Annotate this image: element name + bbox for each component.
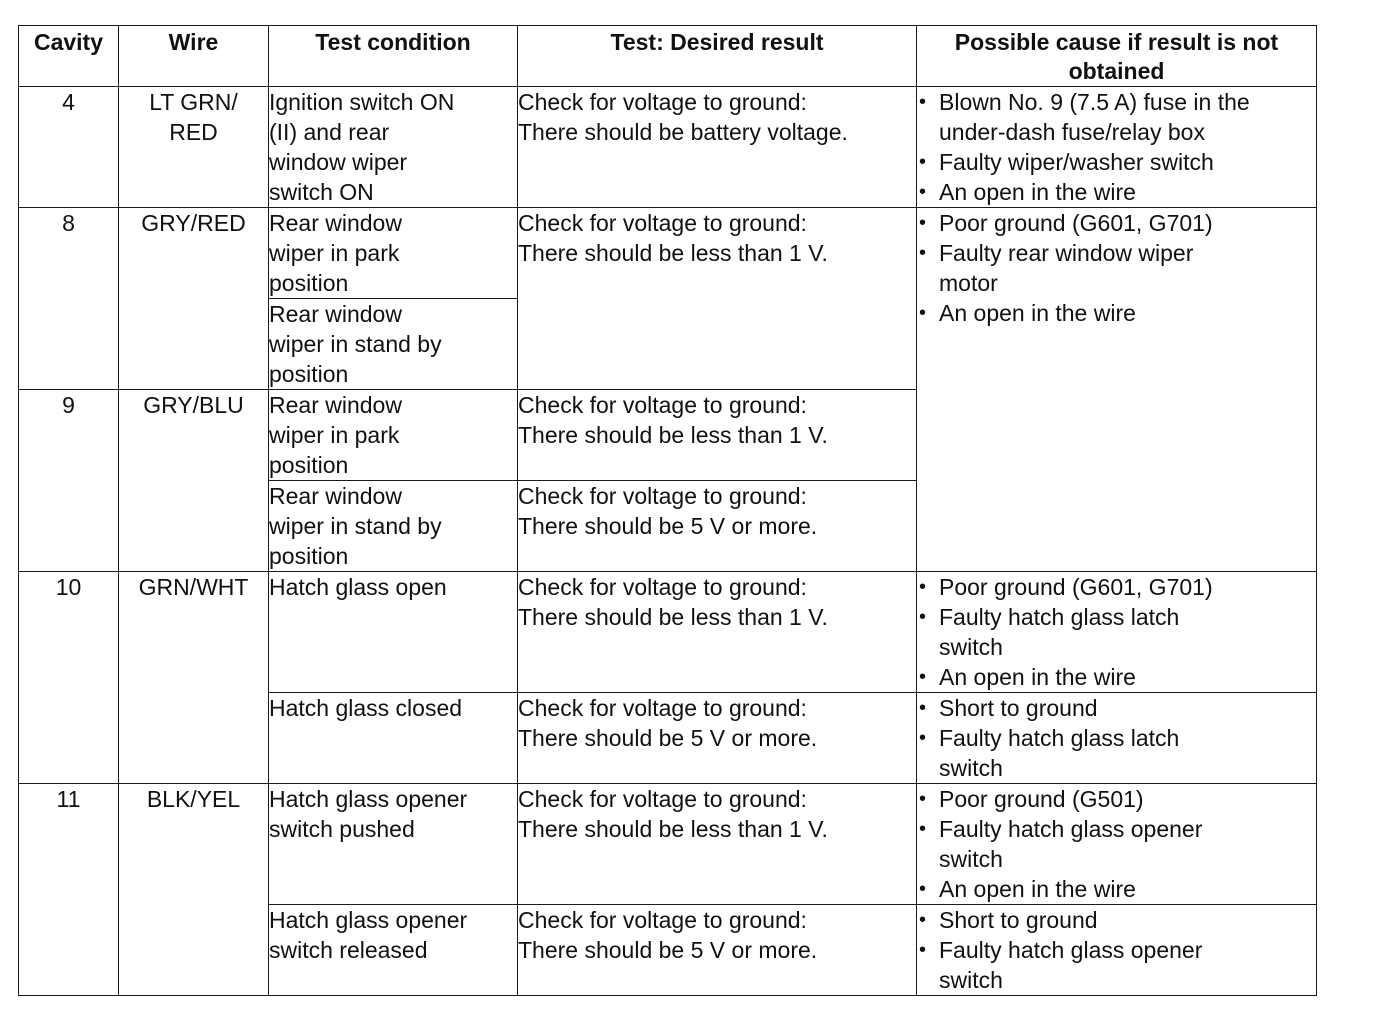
cause-line: switch	[939, 967, 1003, 993]
table-row	[19, 572, 1317, 693]
cavity-cell: 4	[19, 87, 119, 208]
cause-item	[917, 572, 1316, 602]
desired-result-cell	[518, 481, 917, 572]
cell-line: window wiper	[269, 149, 408, 175]
cause-item	[917, 662, 1316, 692]
cause-list	[917, 87, 1316, 207]
cell-line: (II) and rear	[269, 119, 390, 145]
wire-cell: GRN/WHT	[119, 572, 269, 784]
cause-line: • Faulty hatch glass opener	[939, 937, 1203, 963]
cell-line: Rear window	[269, 483, 402, 509]
cell-line: Check for voltage to ground:	[518, 89, 807, 115]
header-row	[19, 26, 1317, 87]
test-condition-cell	[269, 784, 518, 905]
cause-line: • Short to ground	[939, 695, 1098, 721]
cell-line: switch ON	[269, 179, 374, 205]
cell-line: position	[269, 452, 349, 478]
desired-result-cell	[518, 693, 917, 784]
cell-line: position	[269, 543, 349, 569]
cause-item	[917, 87, 1316, 147]
test-condition-cell	[269, 481, 518, 572]
cause-list	[917, 208, 1316, 328]
possible-cause-cell	[917, 208, 1317, 572]
cell-line: wiper in stand by	[269, 513, 442, 539]
cause-list	[917, 784, 1316, 904]
cell-line: Hatch glass opener	[269, 786, 468, 812]
cause-line: • An open in the wire	[939, 876, 1136, 902]
cause-item	[917, 177, 1316, 207]
test-condition-cell	[269, 905, 518, 996]
test-condition-cell: Hatch glass closed	[269, 693, 518, 784]
wire-cell: BLK/YEL	[119, 784, 269, 996]
cause-item	[917, 147, 1316, 177]
cause-line: switch	[939, 755, 1003, 781]
cell-line: Rear window	[269, 301, 402, 327]
header-possible-cause: Possible cause if result is not obtained	[917, 26, 1317, 87]
header-test-condition: Test condition	[269, 26, 518, 87]
desired-result-cell	[518, 208, 917, 390]
table-row	[19, 784, 1317, 905]
cause-line: • Faulty rear window wiper	[939, 240, 1194, 266]
cell-line: Check for voltage to ground:	[518, 574, 807, 600]
header-wire: Wire	[119, 26, 269, 87]
cause-item	[917, 874, 1316, 904]
cause-line: • Poor ground (G601, G701)	[939, 574, 1213, 600]
cell-line: wiper in park	[269, 422, 400, 448]
test-condition-cell	[269, 390, 518, 481]
cell-line: Check for voltage to ground:	[518, 907, 807, 933]
cell-line: position	[269, 270, 349, 296]
test-condition-cell	[269, 87, 518, 208]
cell-line: switch released	[269, 937, 428, 963]
desired-result-cell	[518, 572, 917, 693]
cause-item	[917, 723, 1316, 783]
possible-cause-cell	[917, 572, 1317, 693]
cause-line: • Faulty hatch glass opener	[939, 816, 1203, 842]
possible-cause-cell	[917, 87, 1317, 208]
wire-cell: GRY/BLU	[119, 390, 269, 572]
cell-line: There should be battery voltage.	[518, 119, 848, 145]
header-cavity: Cavity	[19, 26, 119, 87]
cavity-cell: 10	[19, 572, 119, 784]
cell-line: Hatch glass opener	[269, 907, 468, 933]
table-row	[19, 87, 1317, 208]
desired-result-cell	[518, 87, 917, 208]
cell-line: There should be 5 V or more.	[518, 513, 818, 539]
cavity-cell: 9	[19, 390, 119, 572]
cell-line: There should be 5 V or more.	[518, 937, 818, 963]
cause-line: • Poor ground (G501)	[939, 786, 1144, 812]
cause-item	[917, 602, 1316, 662]
cell-line: There should be less than 1 V.	[518, 422, 828, 448]
desired-result-cell	[518, 390, 917, 481]
wire-cell: GRY/RED	[119, 208, 269, 390]
cause-item	[917, 784, 1316, 814]
cause-line: • Short to ground	[939, 907, 1098, 933]
cell-line: Rear window	[269, 210, 402, 236]
test-condition-cell: Hatch glass open	[269, 572, 518, 693]
cause-item	[917, 935, 1316, 995]
cell-line: There should be 5 V or more.	[518, 725, 818, 751]
cell-line: Check for voltage to ground:	[518, 483, 807, 509]
cell-line: There should be less than 1 V.	[518, 240, 828, 266]
cell-line: There should be less than 1 V.	[518, 816, 828, 842]
cause-item	[917, 298, 1316, 328]
cell-line: Check for voltage to ground:	[518, 210, 807, 236]
table-row	[19, 208, 1317, 299]
desired-result-cell	[518, 905, 917, 996]
cause-line: • Faulty hatch glass latch	[939, 604, 1180, 630]
test-condition-cell	[269, 208, 518, 299]
cause-item	[917, 238, 1316, 298]
cause-line: switch	[939, 634, 1003, 660]
cause-line: • An open in the wire	[939, 300, 1136, 326]
cell-line: switch pushed	[269, 816, 415, 842]
cell-line: RED	[169, 119, 218, 145]
test-condition-cell	[269, 299, 518, 390]
cell-line: wiper in stand by	[269, 331, 442, 357]
desired-result-cell	[518, 784, 917, 905]
cause-item	[917, 693, 1316, 723]
cause-line: • Faulty hatch glass latch	[939, 725, 1180, 751]
header-desired-result: Test: Desired result	[518, 26, 917, 87]
cause-line: • Poor ground (G601, G701)	[939, 210, 1213, 236]
cause-line: • An open in the wire	[939, 664, 1136, 690]
cause-list	[917, 572, 1316, 692]
wire-cell	[119, 87, 269, 208]
cell-line: Check for voltage to ground:	[518, 392, 807, 418]
cavity-cell: 11	[19, 784, 119, 996]
test-table	[18, 25, 1317, 996]
cell-line: position	[269, 361, 349, 387]
cell-line: LT GRN/	[149, 89, 238, 115]
cause-item	[917, 814, 1316, 874]
cause-list	[917, 905, 1316, 995]
cause-item	[917, 905, 1316, 935]
cell-line: Check for voltage to ground:	[518, 695, 807, 721]
cause-line: switch	[939, 846, 1003, 872]
cause-line: • An open in the wire	[939, 179, 1136, 205]
cause-line: • Faulty wiper/washer switch	[939, 149, 1214, 175]
possible-cause-cell	[917, 693, 1317, 784]
cause-line: • Blown No. 9 (7.5 A) fuse in the	[939, 89, 1250, 115]
cell-line: Check for voltage to ground:	[518, 786, 807, 812]
cell-line: wiper in park	[269, 240, 400, 266]
cause-line: under-dash fuse/relay box	[939, 119, 1205, 145]
cell-line: Ignition switch ON	[269, 89, 455, 115]
cause-line: motor	[939, 270, 998, 296]
cause-list	[917, 693, 1316, 783]
possible-cause-cell	[917, 905, 1317, 996]
cell-line: Rear window	[269, 392, 402, 418]
cavity-cell: 8	[19, 208, 119, 390]
possible-cause-cell	[917, 784, 1317, 905]
cause-item	[917, 208, 1316, 238]
cell-line: There should be less than 1 V.	[518, 604, 828, 630]
